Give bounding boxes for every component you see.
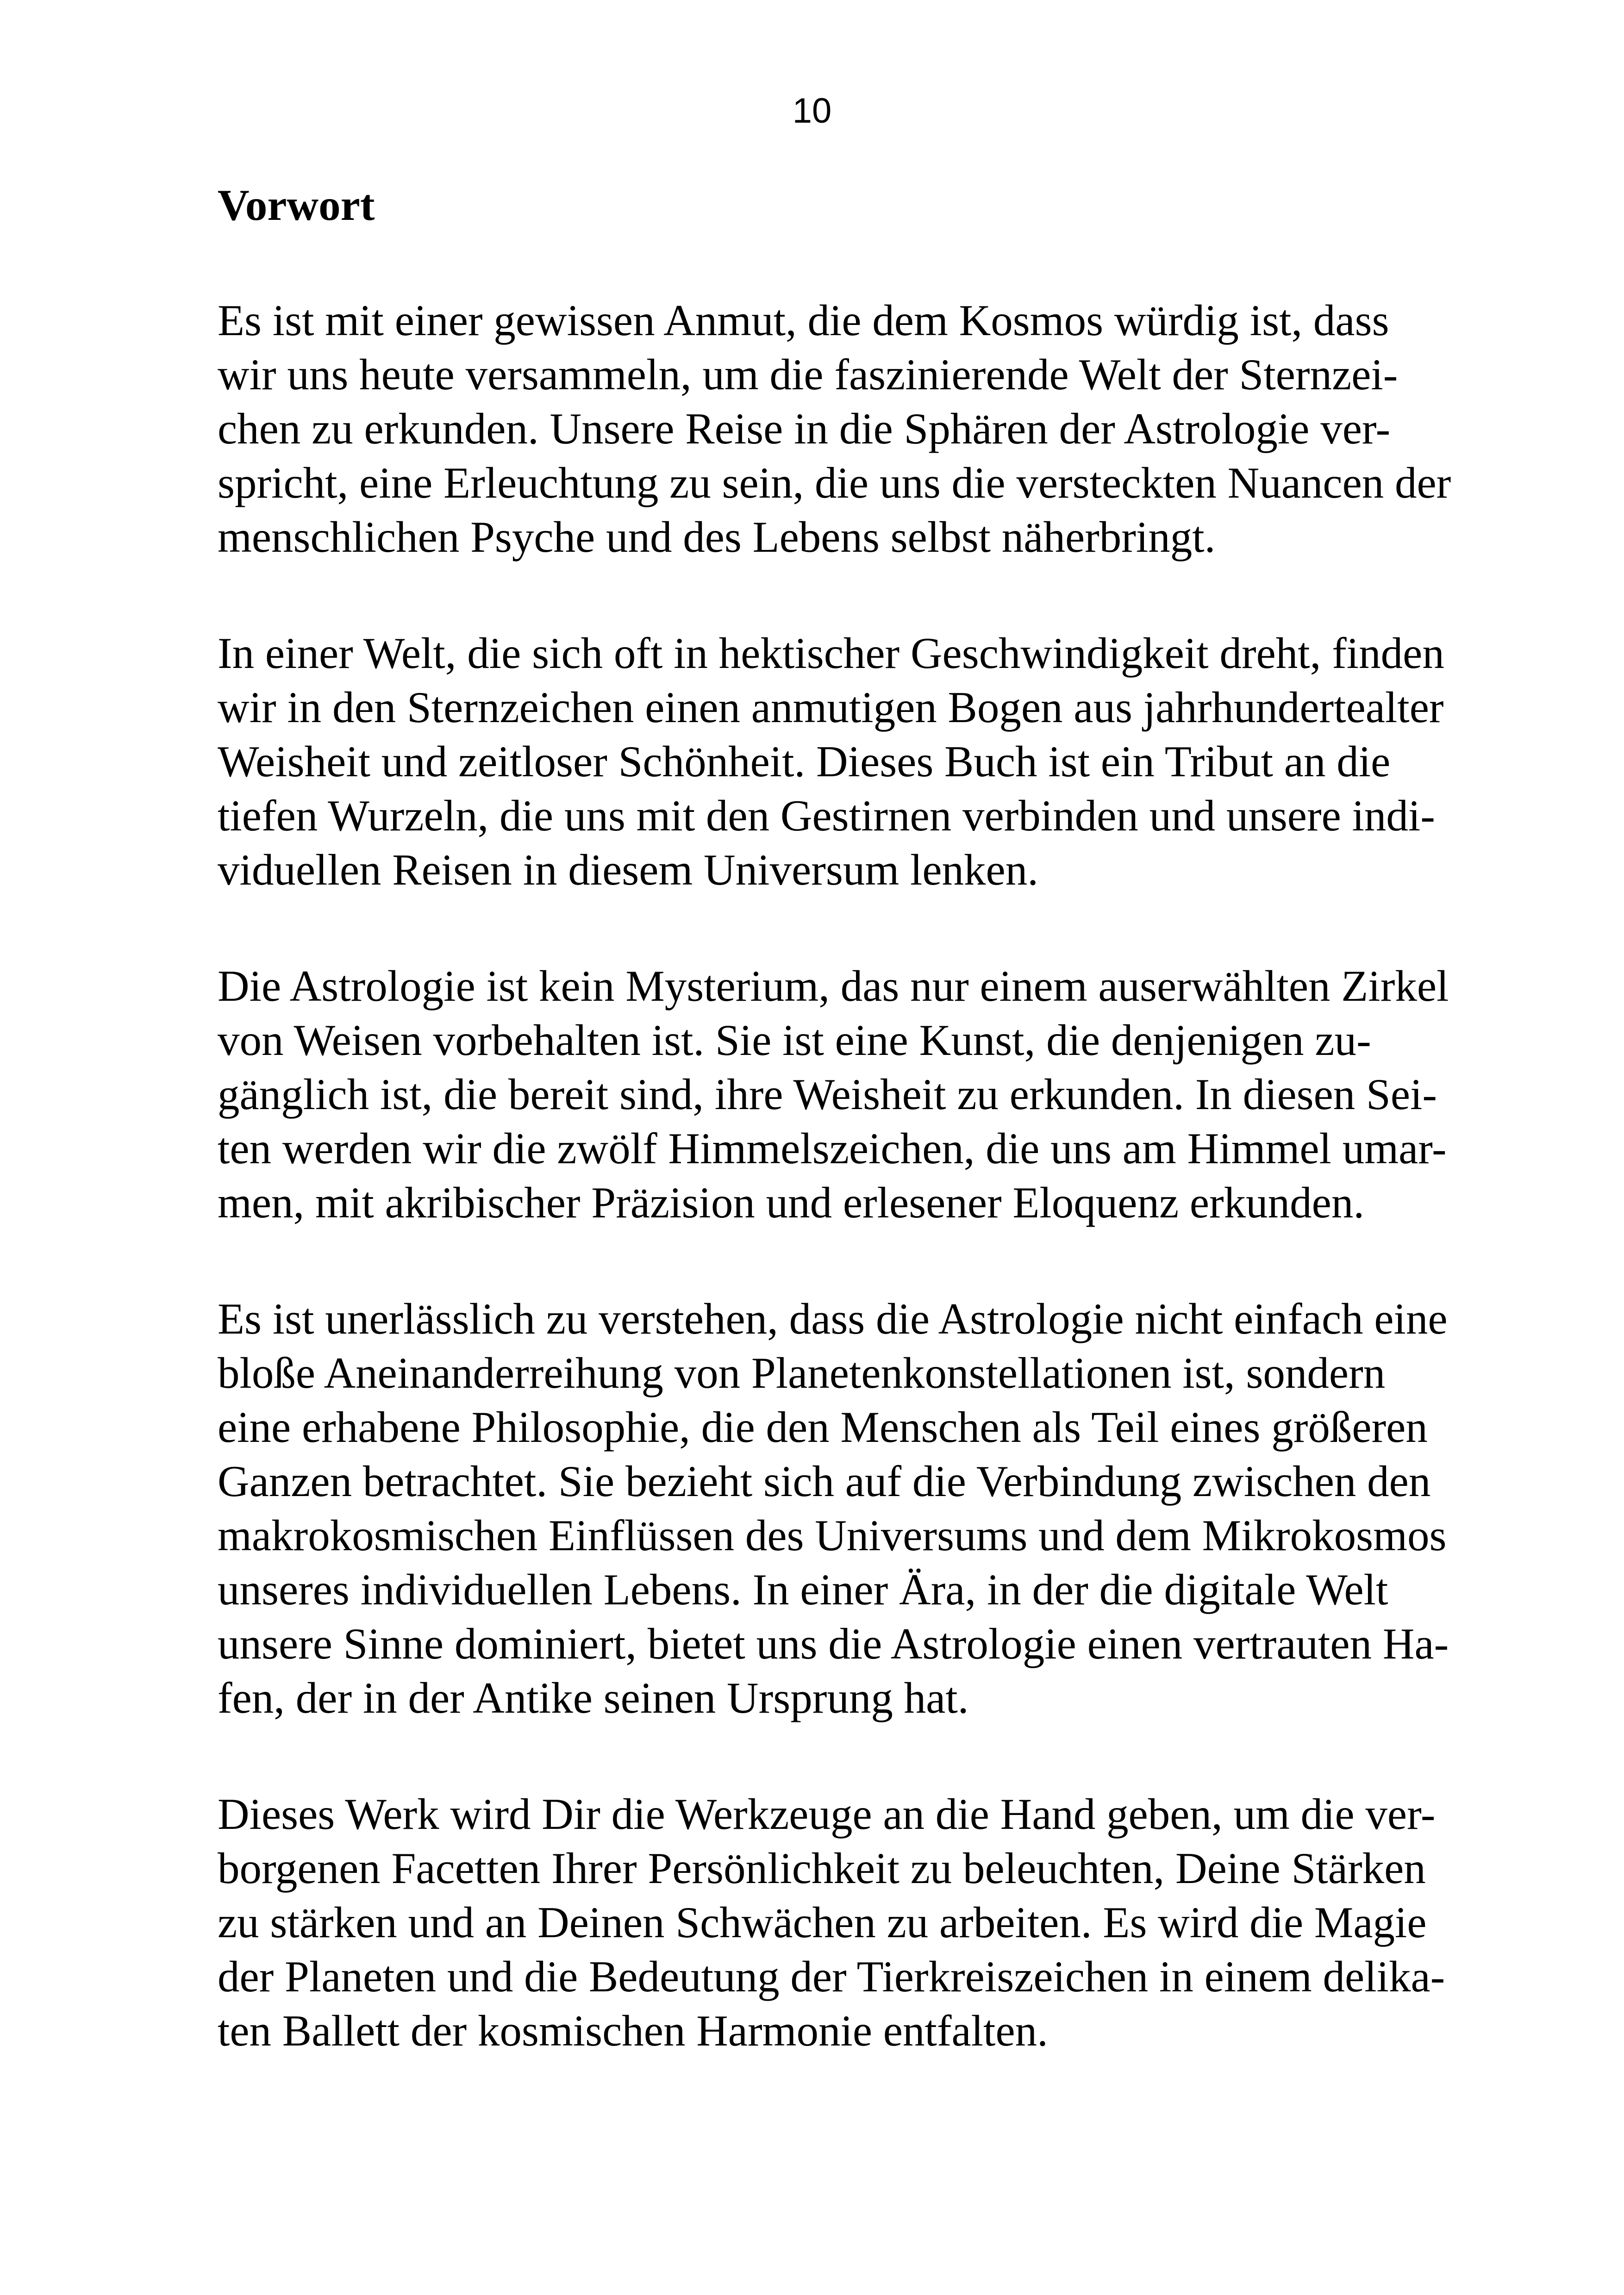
text-line: spricht, eine Erleuchtung zu sein, die uns die versteckten Nuancen der: [218, 458, 1451, 507]
text-line: eine erhabene Philosophie, die den Menschen als Teil eines größeren: [218, 1403, 1428, 1452]
text-line: bloße Aneinanderreihung von Planetenkonstellationen ist, sondern: [218, 1348, 1386, 1397]
paragraph: [218, 1787, 1518, 2058]
paragraph: [218, 1292, 1518, 1725]
page-number: 10: [792, 91, 832, 131]
text-line: Es ist unerlässlich zu verstehen, dass die Astrologie nicht einfach eine: [218, 1294, 1448, 1343]
text-line: wir in den Sternzeichen einen anmutigen Bogen aus jahrhundertealter: [218, 683, 1444, 732]
paragraph: [218, 959, 1518, 1230]
text-line: chen zu erkunden. Unsere Reise in die Sphären der Astrologie ver-: [218, 404, 1391, 453]
text-line: Die Astrologie ist kein Mysterium, das nur einem auserwählten Zirkel: [218, 961, 1449, 1010]
text-line: unsere Sinne dominiert, bietet uns die Astrologie einen vertrauten Ha-: [218, 1619, 1449, 1668]
text-line: ten Ballett der kosmischen Harmonie entfalten.: [218, 2006, 1048, 2055]
text-line: In einer Welt, die sich oft in hektischer Geschwindigkeit dreht, finden: [218, 629, 1444, 678]
text-line: Dieses Werk wird Dir die Werkzeuge an die Hand geben, um die ver-: [218, 1790, 1436, 1839]
text-line: unseres individuellen Lebens. In einer Ära, in der die digitale Welt: [218, 1565, 1388, 1614]
text-line: zu stärken und an Deinen Schwächen zu arbeiten. Es wird die Magie: [218, 1898, 1427, 1947]
text-line: menschlichen Psyche und des Lebens selbst näherbringt.: [218, 512, 1216, 561]
paragraph: [218, 626, 1518, 897]
text-line: von Weisen vorbehalten ist. Sie ist eine Kunst, die denjenigen zu-: [218, 1016, 1371, 1065]
chapter-title: Vorwort: [218, 181, 375, 230]
text-line: fen, der in der Antike seinen Ursprung hat.: [218, 1673, 969, 1722]
text-line: Ganzen betrachtet. Sie bezieht sich auf die Verbindung zwischen den: [218, 1457, 1431, 1506]
text-line: men, mit akribischer Präzision und erlesener Eloquenz erkunden.: [218, 1178, 1365, 1227]
text-line: wir uns heute versammeln, um die faszinierende Welt der Sternzei-: [218, 350, 1398, 399]
text-line: makrokosmischen Einflüssen des Universums und dem Mikrokosmos: [218, 1511, 1447, 1560]
text-line: viduellen Reisen in diesem Universum lenken.: [218, 845, 1038, 894]
text-line: gänglich ist, die bereit sind, ihre Weisheit zu erkunden. In diesen Sei-: [218, 1070, 1437, 1119]
text-line: der Planeten und die Bedeutung der Tierkreiszeichen in einem delika-: [218, 1952, 1445, 2001]
text-line: tiefen Wurzeln, die uns mit den Gestirnen verbinden und unsere indi-: [218, 791, 1435, 840]
text-line: Weisheit und zeitloser Schönheit. Dieses Buch ist ein Tribut an die: [218, 737, 1391, 786]
text-line: ten werden wir die zwölf Himmelszeichen, die uns am Himmel umar-: [218, 1124, 1447, 1173]
text-line: borgenen Facetten Ihrer Persönlichkeit zu beleuchten, Deine Stärken: [218, 1844, 1426, 1893]
paragraph: [218, 293, 1518, 564]
page-content: [218, 176, 1518, 2120]
text-line: Es ist mit einer gewissen Anmut, die dem Kosmos würdig ist, dass: [218, 296, 1389, 345]
